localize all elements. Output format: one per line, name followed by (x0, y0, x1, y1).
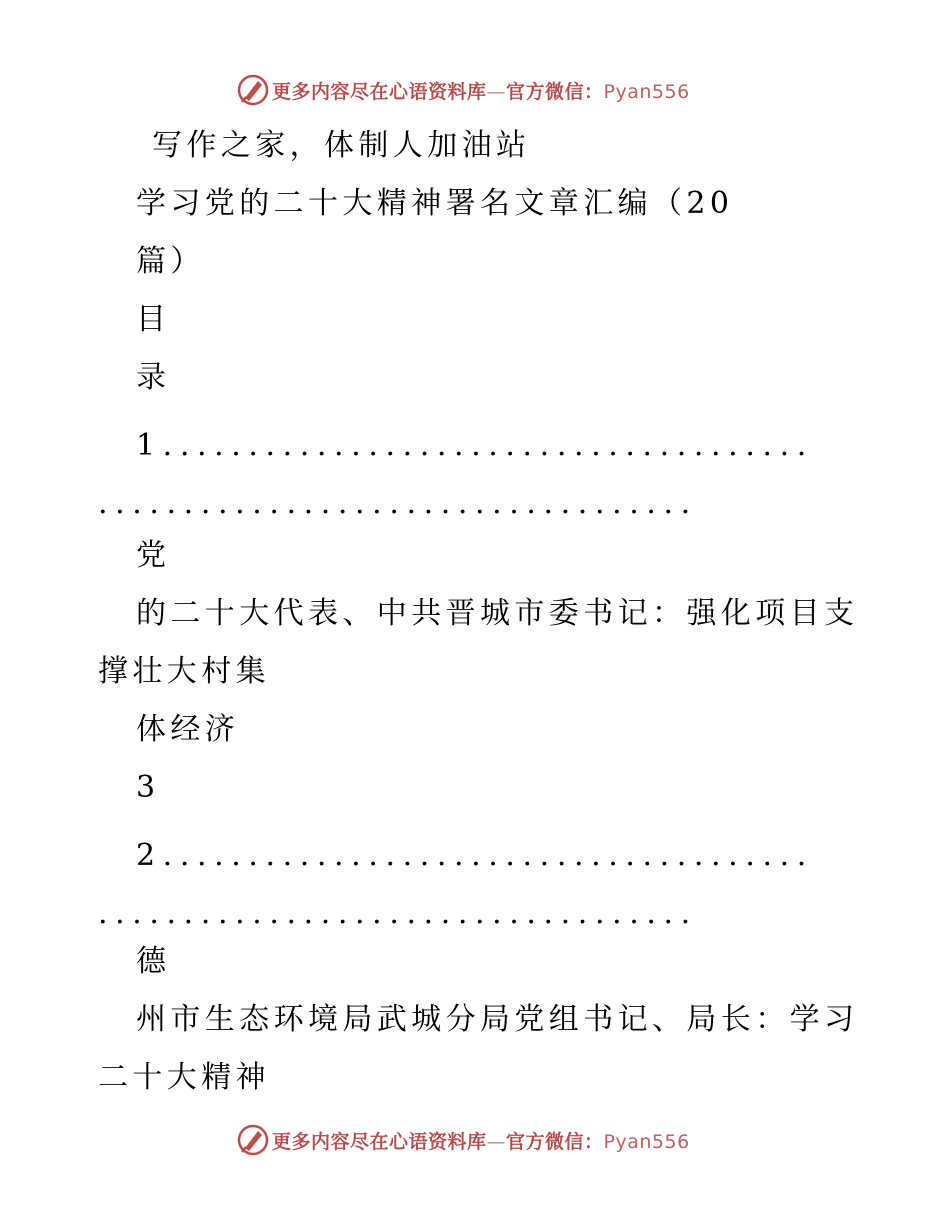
toc-entry-1-text-2: 的二十大代表、中共晋城市委书记：强化项目支 (136, 596, 859, 631)
document-title-line-2: 篇） (136, 244, 205, 279)
toc-heading-char-2: 录 (136, 360, 171, 395)
subtitle-line: 写作之家，体制人加油站 (152, 128, 531, 163)
toc-entry-1-text-1: 党 (136, 538, 171, 573)
toc-entry-2-text-3: 二十大精神 (98, 1060, 270, 1095)
toc-entry-2-text-2: 州市生态环境局武城分局党组书记、局长：学习 (136, 1002, 859, 1037)
document-title-line-1: 学习党的二十大精神署名文章汇编（20 (136, 186, 734, 221)
toc-entry-1-leader: 1...................................... (136, 428, 814, 463)
pen-logo-icon (236, 73, 270, 107)
toc-heading-char-1: 目 (136, 302, 171, 337)
toc-entry-2-leader: 2...................................... (136, 838, 814, 873)
watermark-footer (236, 1122, 690, 1158)
watermark-text: 更多内容尽在心语资料库—官方微信：Pyan556 (272, 80, 690, 103)
toc-entry-2-leader-cont: ................................... (98, 896, 698, 931)
watermark-text: 更多内容尽在心语资料库—官方微信：Pyan556 (272, 1130, 690, 1153)
toc-entry-1-leader-cont: ................................... (98, 486, 698, 521)
pen-logo-icon (236, 1123, 270, 1157)
toc-entry-1-text-4: 体经济 (136, 712, 240, 747)
toc-entry-2-text-1: 德 (136, 944, 171, 979)
toc-entry-1-page: 3 (136, 770, 160, 805)
watermark-header (236, 72, 690, 108)
toc-entry-1-text-3: 撑壮大村集 (98, 654, 270, 689)
